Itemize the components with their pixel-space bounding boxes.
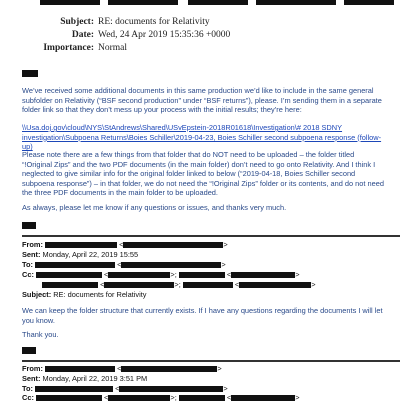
- header-date-row: [0, 29, 230, 41]
- email1-signature-redaction: [22, 347, 36, 354]
- header-date-value: Wed, 24 Apr 2019 15:35:36 +0000: [98, 30, 231, 40]
- header-subject-label: Subject:: [60, 17, 94, 27]
- redaction-bar: [121, 366, 217, 372]
- redaction-bar: [119, 386, 223, 392]
- header-subject-row: [0, 16, 210, 28]
- email2-cc-label: Cc:: [22, 393, 34, 402]
- email1-cc-row-2: < >; < >: [22, 280, 316, 290]
- divider-line: [22, 360, 400, 362]
- email2-sent-label: Sent:: [22, 374, 41, 383]
- redaction-bar: [45, 242, 117, 248]
- email1-from-row: From: < >: [22, 240, 228, 249]
- header-importance-value: Normal: [98, 43, 128, 53]
- email2-sent-row: [22, 374, 147, 384]
- body-paragraph-3: As always, please let me know if any questions or issues, and thanks very much.: [22, 203, 287, 212]
- redaction-bar: [35, 386, 113, 392]
- email2-to-row: To: < >: [22, 384, 228, 393]
- redaction-bar: [36, 395, 102, 401]
- redaction-bar: [121, 262, 221, 268]
- email1-body-1: We can keep the folder structure that currently exists. If I have any questions regarding the documents I will let you know.: [22, 306, 383, 325]
- email1-subject-row: [22, 290, 146, 300]
- greeting-redaction: [22, 70, 38, 77]
- redaction-bar: [45, 366, 115, 372]
- redaction-bar: [35, 262, 115, 268]
- redaction-bar: [183, 282, 233, 288]
- header-date-label: Date:: [71, 30, 94, 40]
- redaction-bar: [108, 395, 170, 401]
- email2-from-row: From: < >: [22, 364, 222, 373]
- email2-sent-value: Monday, April 22, 2019 3:51 PM: [42, 374, 148, 383]
- email1-sent-value: Monday, April 22, 2019 15:55: [42, 250, 139, 259]
- email2-from-label: From:: [22, 364, 43, 373]
- email1-from-label: From:: [22, 240, 43, 249]
- email1-sent-label: Sent:: [22, 250, 41, 259]
- signature-redaction: [22, 222, 36, 229]
- divider-line: [22, 235, 400, 237]
- email1-subject-value: RE: documents for Relativity: [53, 290, 147, 299]
- redaction-bar: [239, 282, 311, 288]
- email1-body-2: Thank you.: [22, 330, 59, 339]
- redaction-bar: [123, 242, 223, 248]
- redaction-bar: [188, 0, 248, 5]
- redaction-bar: [231, 395, 295, 401]
- top-redacted-line: [40, 0, 400, 6]
- email1-to-label: To:: [22, 260, 33, 269]
- redaction-bar: [108, 0, 178, 5]
- redaction-bar: [344, 0, 394, 5]
- redaction-bar: [104, 282, 174, 288]
- body-paragraph-2: Please note there are a few things from that folder that do NOT need to be uploaded – the folder titled “!Original Zips” and the two PDF documents (in the main folder) don’t need to go onto Relativity. And I think I neglected to give similar info for the original folder linked to below (“2019-04-18, Boies Schiller second subpoena response”) – in that folder, we do not need the “!Original Zips” folder or its contents, and do not need the three PDF documents in the main folder to be uploaded.: [22, 150, 384, 198]
- email1-cc-label: Cc:: [22, 270, 34, 279]
- email1-sent-row: [22, 250, 138, 260]
- header-importance-label: Importance:: [43, 43, 94, 53]
- email2-to-label: To:: [22, 384, 33, 393]
- redaction-bar: [179, 395, 225, 401]
- redaction-bar: [108, 272, 170, 278]
- header-importance-row: [0, 42, 127, 54]
- redaction-bar: [179, 272, 225, 278]
- header-subject-value: RE: documents for Relativity: [98, 17, 210, 27]
- redaction-bar: [256, 0, 336, 5]
- email1-to-row: To: < >: [22, 260, 226, 269]
- email2-cc-row: Cc: < >; < >: [22, 393, 300, 402]
- email1-subject-label: Subject:: [22, 290, 52, 299]
- body-paragraph-1: We’ve received some additional documents in this same production we’d like to include in the same general subfolder on Relativity (“BSF second production” under “BSF returns”), please. I’m sending them in a separate folder link so that they don’t mess up your process with the initial results; they’re here:: [22, 86, 382, 115]
- redaction-bar: [42, 282, 98, 288]
- redaction-bar: [231, 272, 295, 278]
- network-folder-link[interactable]: \\Usa.doj.gov\cloud\NYS\StAndrews\Shared\USvEpstein-2018R01618\Investigation\# 2018 SDNY investigation\Subpoena Returns\Boies Schiller\2019-04-23, Boies Schiller second subpoena response (follow-up): [22, 123, 382, 152]
- email1-cc-row: Cc: < >; < >: [22, 270, 300, 279]
- redaction-bar: [36, 272, 102, 278]
- redaction-bar: [40, 0, 100, 5]
